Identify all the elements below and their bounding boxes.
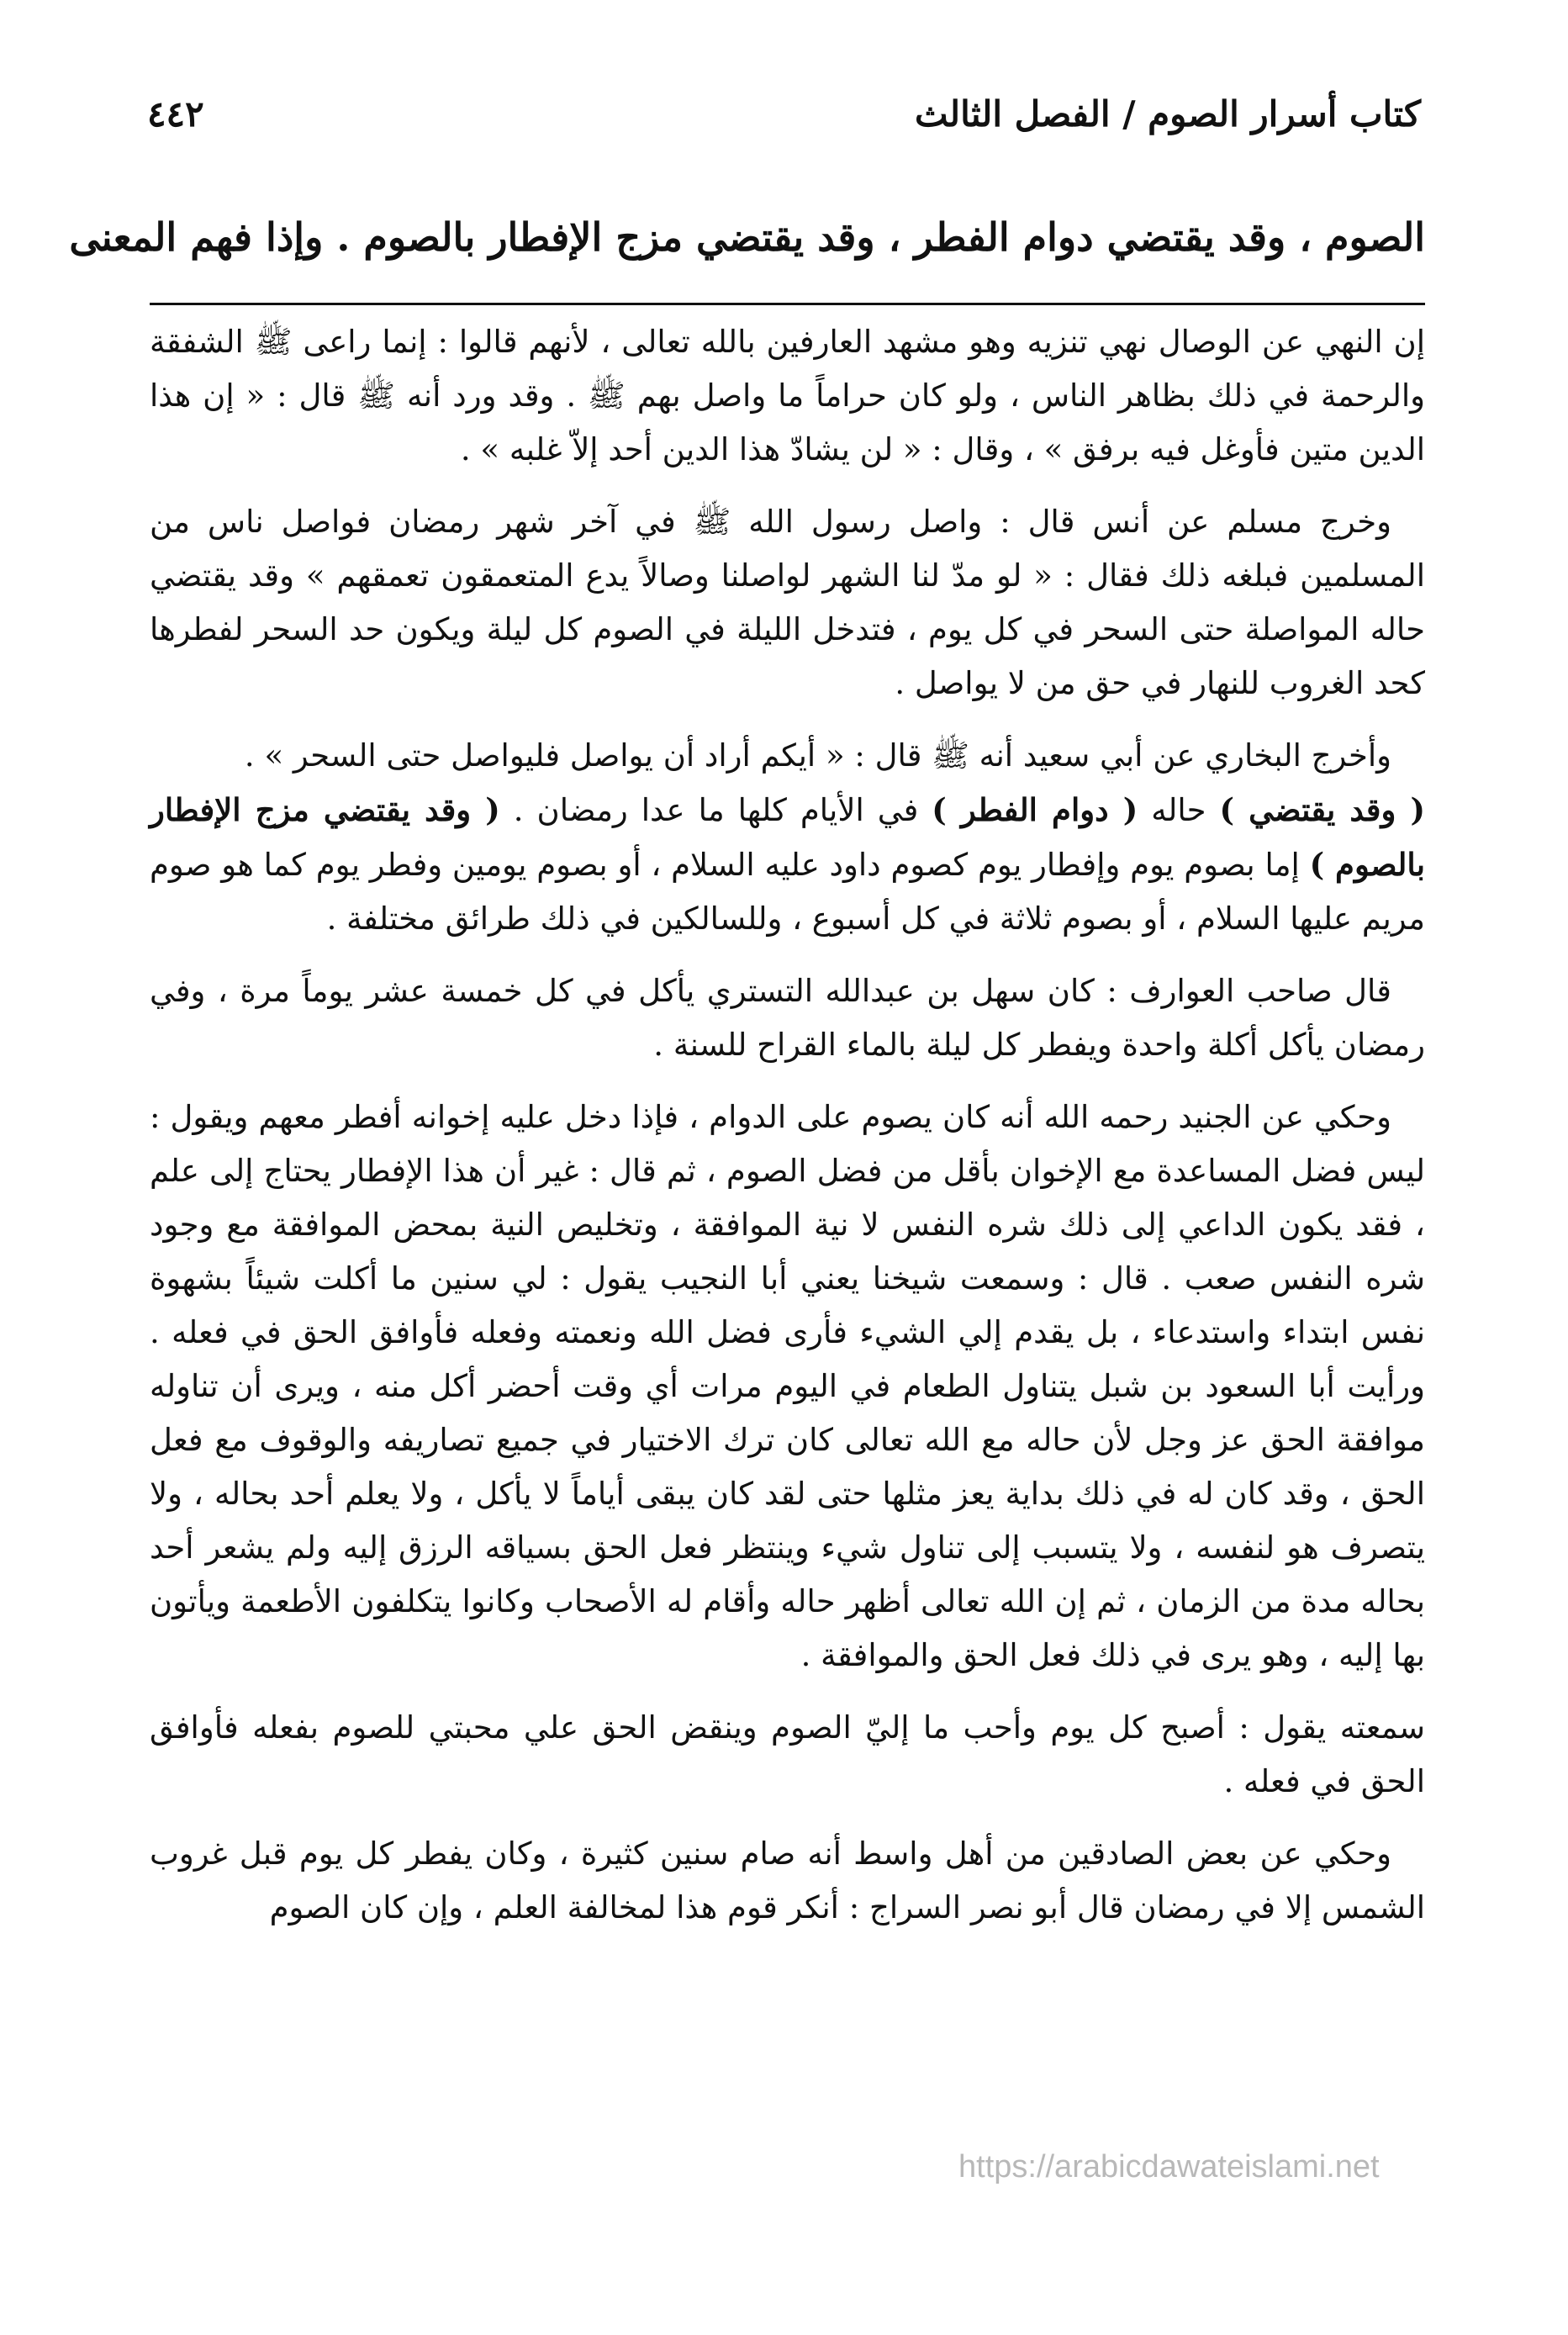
paragraph-text: في الأيام كلها ما عدا رمضان . bbox=[499, 792, 932, 828]
paragraph: وحكي عن بعض الصادقين من أهل واسط أنه صام سنين كثيرة ، وكان يفطر كل يوم قبل غروب الشمس إلا في رمضان قال أبو نصر السراج : أنكر قوم هذا لمخالفة العلم ، وإن كان الصوم bbox=[150, 1836, 1425, 1926]
paragraph: إن النهي عن الوصال نهي تنزيه وهو مشهد العارفين بالله تعالى ، لأنهم قالوا : إنما راعى ﷺ الشفقة والرحمة في ذلك بظاهر الناس ، ولو كان حراماً ما واصل بهم ﷺ . وقد ورد أنه ﷺ قال : « إن هذا الدين متين فأوغل فيه برفق » ، وقال : « لن يشادّ هذا الدين أحد إلاّ غلبه » . bbox=[150, 324, 1425, 468]
quoted-phrase: ( وقد يقتضي ) bbox=[1219, 791, 1425, 828]
paragraph-text: وأخرج البخاري عن أبي سعيد أنه ﷺ قال : « أيكم أراد أن يواصل فليواصل حتى السحر » . bbox=[244, 737, 1391, 774]
quoted-phrase: ( دوام الفطر ) bbox=[932, 791, 1138, 828]
paragraph: وخرج مسلم عن أنس قال : واصل رسول الله ﷺ في آخر شهر رمضان فواصل ناس من المسلمين فبلغه ذلك فقال : « لو مدّ لنا الشهر لواصلنا وصالاً يدع المتعمقون تعمقهم » وقد يقتضي حاله المواصلة حتى السحر في كل يوم ، فتدخل الليلة في الصوم كل ليلة ويكون حد السحر لفطرها كحد الغروب للنهار في حق من لا يواصل . bbox=[150, 504, 1425, 701]
paragraph: سمعته يقول : أصبح كل يوم وأحب ما إليّ الصوم وينقض الحق علي محبتي للصوم بفعله فأوافق الحق في فعله . bbox=[150, 1709, 1425, 1799]
page-number: ٤٤٢ bbox=[147, 92, 204, 135]
paragraph: وحكي عن الجنيد رحمه الله أنه كان يصوم على الدوام ، فإذا دخل عليه إخوانه أفطر معهم ويقول : ليس فضل المساعدة مع الإخوان بأقل من فضل الصوم ، ثم قال : غير أن هذا الإفطار يحتاج إلى علم ، فقد يكون الداعي إلى ذلك شره النفس لا نية الموافقة ، وتخليص النية بمحض الموافقة مع وجود شره النفس صعب . قال : وسمعت شيخنا يعني أبا النجيب يقول : لي سنين ما أكلت شيئاً بشهوة نفس ابتداء واستدعاء ، بل يقدم إلي الشيء فأرى فضل الله ونعمته وفعله فأوافق الحق في فعله . ورأيت أبا السعود بن شبل يتناول الطعام في اليوم مرات أي وقت أحضر أكل منه ، ويرى أن تناوله موافقة الحق عز وجل لأن حاله مع الله تعالى كان ترك الاختيار في جميع تصاريفه والوقوف مع فعل الحق ، وقد كان له في ذلك بداية يعز مثلها حتى لقد كان يبقى أياماً لا يأكل ، ولا يعلم أحد بحاله ، ولا يتصرف هو لنفسه ، ولا يتسبب إلى تناول شيء وينتظر فعل الحق بسياقه الرزق إليه ولم يشعر أحد بحاله مدة من الزمان ، ثم إن الله تعالى أظهر حاله وأقام له الأصحاب وكانوا يتكلفون الأطعمة ويأتون بها إليه ، وهو يرى في ذلك فعل الحق والموافقة . bbox=[150, 1099, 1425, 1673]
divider-rule bbox=[150, 303, 1425, 305]
page-header bbox=[147, 84, 1421, 143]
paragraph: قال صاحب العوارف : كان سهل بن عبدالله التستري يأكل في كل خمسة عشر يوماً مرة ، وفي رمضان يأكل أكلة واحدة ويفطر كل ليلة بالماء القراح للسنة . bbox=[150, 973, 1425, 1063]
quoted-phrase: ( وقد يقتضي مزج الإفطار بالصوم ) bbox=[150, 791, 1425, 883]
paragraph bbox=[150, 729, 1425, 946]
commentary-text bbox=[150, 315, 1425, 1953]
paragraph-text: حاله bbox=[1138, 792, 1220, 828]
watermark-url: https://arabicdawateislami.net bbox=[958, 2149, 1380, 2184]
main-text-line: الصوم ، وقد يقتضي دوام الفطر ، وقد يقتضي مزج الإفطار بالصوم . وإذا فهم المعنى bbox=[69, 214, 1425, 260]
running-title: كتاب أسرار الصوم / الفصل الثالث bbox=[915, 92, 1421, 135]
paragraph-text: إما بصوم يوم وإفطار يوم كصوم داود عليه السلام ، أو بصوم يومين وفطر يوم كما هو صوم مريم عليها السلام ، أو بصوم ثلاثة في كل أسبوع ، وللسالكين في ذلك طرائق مختلفة . bbox=[150, 847, 1425, 937]
